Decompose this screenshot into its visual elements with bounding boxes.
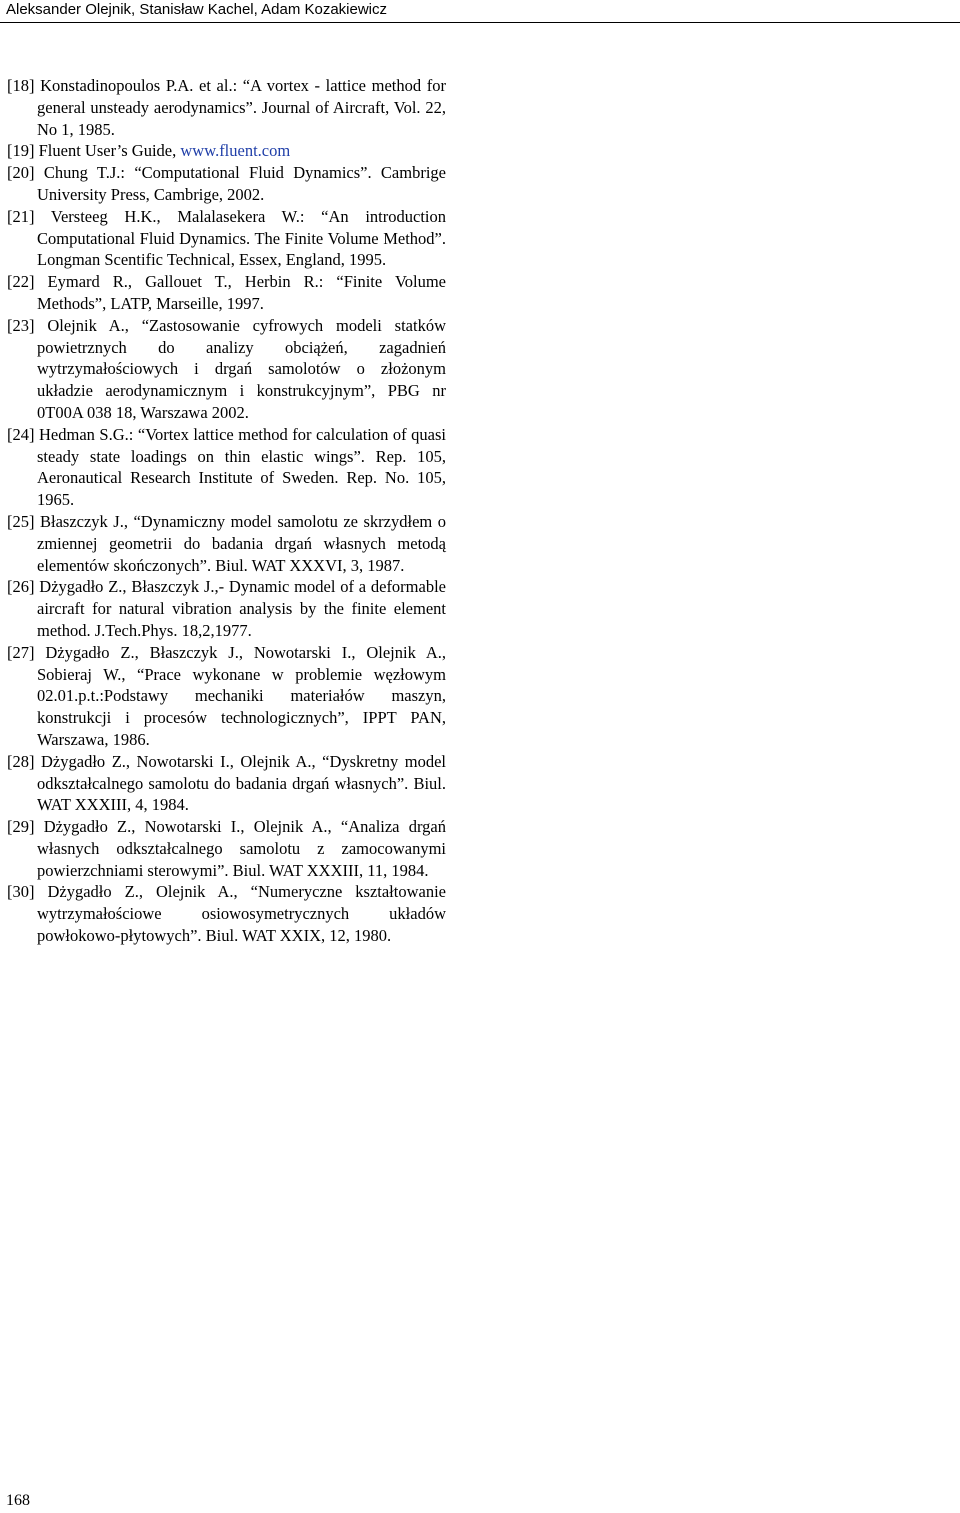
reference-19 <box>7 140 446 162</box>
reference-19-text: [19] Fluent User’s Guide, <box>7 141 181 161</box>
reference-list <box>7 75 446 947</box>
reference-25: [25] Błaszczyk J., “Dynamiczny model samolotu ze skrzydłem o zmiennej geometrii do badania drgań własnych metodą elementów skończonych”. Biul. WAT XXXVI, 3, 1987. <box>7 511 446 575</box>
reference-29: [29] Dżygadło Z., Nowotarski I., Olejnik A., “Analiza drgań własnych odkształcalnego samolotu z zamocowanymi powierzchniami sterowymi”. Biul. WAT XXXIII, 11, 1984. <box>7 817 446 880</box>
reference-24: [24] Hedman S.G.: “Vortex lattice method for calculation of quasi steady state loadings on thin elastic wings”. Rep. 105, Aeronautical Research Institute of Sweden. Rep. No. 105, 1965. <box>7 424 446 510</box>
header-rule <box>0 22 960 23</box>
reference-26: [26] Dżygadło Z., Błaszczyk J.,- Dynamic model of a deformable aircraft for natural vibration analysis by the finite element method. J.Tech.Phys. 18,2,1977. <box>7 577 446 640</box>
reference-22: [22] Eymard R., Gallouet T., Herbin R.: “Finite Volume Methods”, LATP, Marseille, 1997. <box>7 272 446 313</box>
reference-18: [18] Konstadinopoulos P.A. et al.: “A vortex - lattice method for general unsteady aerodynamics”. Journal of Aircraft, Vol. 22, No 1, 1985. <box>7 76 446 139</box>
running-head-authors: Aleksander Olejnik, Stanisław Kachel, Adam Kozakiewicz <box>6 1 388 18</box>
reference-30: [30] Dżygadło Z., Olejnik A., “Numeryczne kształtowanie wytrzymałościowe osiowosymetrycznych układów powłokowo-płytowych”. Biul. WAT XXIX, 12, 1980. <box>7 882 446 946</box>
reference-21: [21] Versteeg H.K., Malalasekera W.: “An introduction Computational Fluid Dynamics. The Finite Volume Method”. Longman Scentific Technical, Essex, England, 1995. <box>7 206 446 270</box>
fluent-website-link[interactable]: www.fluent.com <box>180 141 291 161</box>
reference-23: [23] Olejnik A., “Zastosowanie cyfrowych modeli statków powietrznych do analizy obciążeń, zagadnień wytrzymałościowych i drgań samolotów o złożonym układzie aerodynamicznym i konstrukcyjnym”, PBG nr 0T00A 038 18, Warszawa 2002. <box>7 315 446 422</box>
reference-20: [20] Chung T.J.: “Computational Fluid Dynamics”. Cambrige University Press, Cambrige, 2002. <box>7 163 446 204</box>
page-number: 168 <box>6 1492 30 1509</box>
reference-27: [27] Dżygadło Z., Błaszczyk J., Nowotarski I., Olejnik A., Sobieraj W., “Prace wykonane w problemie węzłowym 02.01.p.t.:Podstawy mechaniki materiałów maszyn, konstrukcji i procesów technologicznych”, IPPT PAN, Warszawa, 1986. <box>7 642 446 749</box>
reference-28: [28] Dżygadło Z., Nowotarski I., Olejnik A., “Dyskretny model odkształcalnego samolotu do badania drgań własnych”. Biul. WAT XXXIII, 4, 1984. <box>7 751 446 815</box>
